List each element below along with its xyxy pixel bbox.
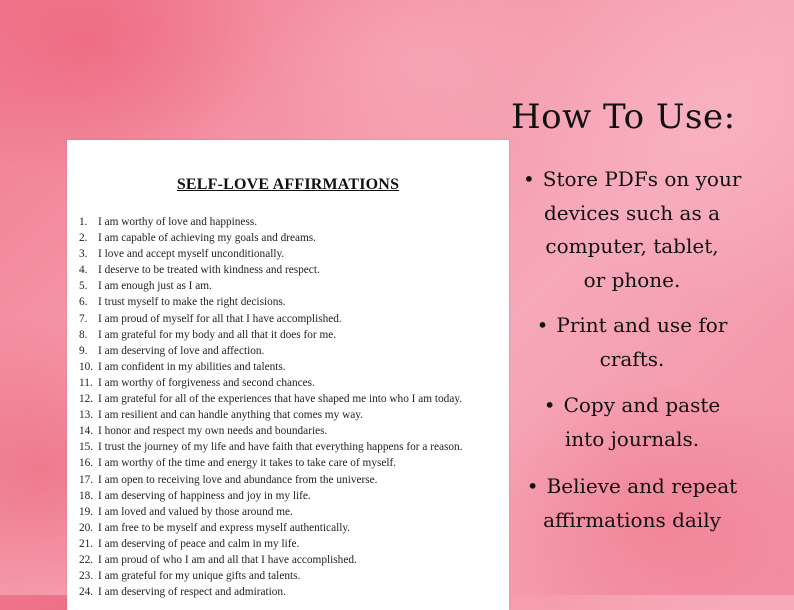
list-item xyxy=(79,278,463,294)
item-text: I honor and respect my own needs and boundaries. xyxy=(98,425,328,438)
item-number: 24. xyxy=(79,586,94,599)
item-text: I trust myself to make the right decisions. xyxy=(98,296,286,309)
list-item xyxy=(79,504,463,520)
bullet-icon: • xyxy=(543,393,556,417)
list-item xyxy=(79,568,463,584)
affirmations-list xyxy=(79,214,463,600)
tip-line xyxy=(523,163,741,197)
item-number: 3. xyxy=(79,248,88,261)
item-text: I love and accept myself unconditionally. xyxy=(98,248,285,261)
item-number: 14. xyxy=(79,425,94,438)
tip-store-pdfs xyxy=(523,163,741,297)
item-number: 12. xyxy=(79,393,94,406)
document-title: SELF-LOVE AFFIRMATIONS xyxy=(176,176,400,193)
item-text: I am deserving of happiness and joy in my life. xyxy=(98,489,311,502)
bullet-icon: • xyxy=(526,474,539,498)
list-item xyxy=(79,423,463,439)
list-item xyxy=(79,584,463,600)
item-number: 15. xyxy=(79,441,94,454)
item-number: 16. xyxy=(79,457,94,470)
item-number: 18. xyxy=(79,489,94,502)
list-item xyxy=(79,246,463,262)
list-item xyxy=(79,214,463,230)
item-text: I am proud of who I am and all that I have accomplished. xyxy=(98,553,357,566)
item-number: 4. xyxy=(79,264,88,277)
item-text: I am capable of achieving my goals and dreams. xyxy=(98,232,317,245)
list-item xyxy=(79,311,463,327)
item-text: I am open to receiving love and abundance from the universe. xyxy=(98,473,378,486)
item-number: 10. xyxy=(79,360,94,373)
item-text: I am worthy of forgiveness and second chances. xyxy=(98,376,315,389)
tip-text: Store PDFs on your xyxy=(542,167,742,191)
tip-text: Print and use for xyxy=(556,313,728,337)
list-item xyxy=(79,230,463,246)
tip-line xyxy=(523,389,741,423)
item-text: I am grateful for my body and all that it does for me. xyxy=(98,328,337,341)
item-text: I trust the journey of my life and have faith that everything happens for a reason. xyxy=(98,441,463,454)
tip-print-crafts xyxy=(523,309,741,376)
list-item xyxy=(79,327,463,343)
item-text: I am grateful for all of the experiences that have shaped me into who I am today. xyxy=(98,393,463,406)
item-text: I am deserving of love and affection. xyxy=(98,344,265,357)
item-number: 13. xyxy=(79,409,94,422)
item-text: I am enough just as I am. xyxy=(98,280,212,293)
item-text: I am deserving of respect and admiration. xyxy=(98,586,286,599)
item-number: 11. xyxy=(79,376,93,389)
tip-line: or phone. xyxy=(583,267,681,292)
tip-line: devices such as a xyxy=(543,200,721,225)
bullet-icon: • xyxy=(536,313,549,337)
item-number: 20. xyxy=(79,521,94,534)
tip-line: affirmations daily xyxy=(543,507,721,532)
tip-line xyxy=(523,309,741,343)
item-text: I am grateful for my unique gifts and talents. xyxy=(98,570,301,583)
item-number: 23. xyxy=(79,570,94,583)
item-text: I am loved and valued by those around me. xyxy=(98,505,293,518)
item-number: 9. xyxy=(79,344,88,357)
tip-text: Believe and repeat xyxy=(546,474,738,498)
tip-line: crafts. xyxy=(599,346,665,371)
list-item xyxy=(79,439,463,455)
tip-line: computer, tablet, xyxy=(545,234,719,258)
item-text: I am free to be myself and express myself authentically. xyxy=(98,521,351,534)
item-text: I am confident in my abilities and talents. xyxy=(98,360,286,373)
affirmations-document xyxy=(67,140,509,610)
item-text: I am worthy of the time and energy it takes to take care of myself. xyxy=(98,457,397,470)
how-to-use-heading: How To Use: xyxy=(511,97,736,137)
item-number: 7. xyxy=(79,312,88,325)
list-item xyxy=(79,552,463,568)
list-item xyxy=(79,359,463,375)
item-text: I am worthy of love and happiness. xyxy=(98,216,258,228)
item-number: 2. xyxy=(79,232,88,245)
list-item xyxy=(79,520,463,536)
list-item xyxy=(79,472,463,488)
list-item xyxy=(79,375,463,391)
item-number: 8. xyxy=(79,328,88,341)
tip-line: into journals. xyxy=(564,426,700,451)
list-item xyxy=(79,407,463,423)
item-number: 1. xyxy=(79,216,88,228)
list-item xyxy=(79,343,463,359)
item-number: 19. xyxy=(79,505,94,518)
item-number: 17. xyxy=(79,473,94,486)
list-item xyxy=(79,455,463,471)
list-item xyxy=(79,262,463,278)
item-number: 22. xyxy=(79,553,94,566)
tip-line xyxy=(523,470,741,504)
list-item xyxy=(79,294,463,310)
list-item xyxy=(79,391,463,407)
bullet-icon: • xyxy=(523,167,535,191)
item-text: I am proud of myself for all that I have accomplished. xyxy=(98,312,342,325)
list-item xyxy=(79,488,463,504)
item-text: I deserve to be treated with kindness and respect. xyxy=(98,264,320,277)
item-number: 5. xyxy=(79,280,88,293)
tip-copy-paste xyxy=(523,389,741,456)
list-item xyxy=(79,536,463,552)
item-text: I am resilient and can handle anything that comes my way. xyxy=(98,409,363,422)
item-number: 6. xyxy=(79,296,88,309)
tip-text: Copy and paste xyxy=(563,393,721,417)
tip-believe-repeat xyxy=(523,470,741,537)
item-number: 21. xyxy=(79,537,94,550)
item-text: I am deserving of peace and calm in my life. xyxy=(98,537,300,550)
